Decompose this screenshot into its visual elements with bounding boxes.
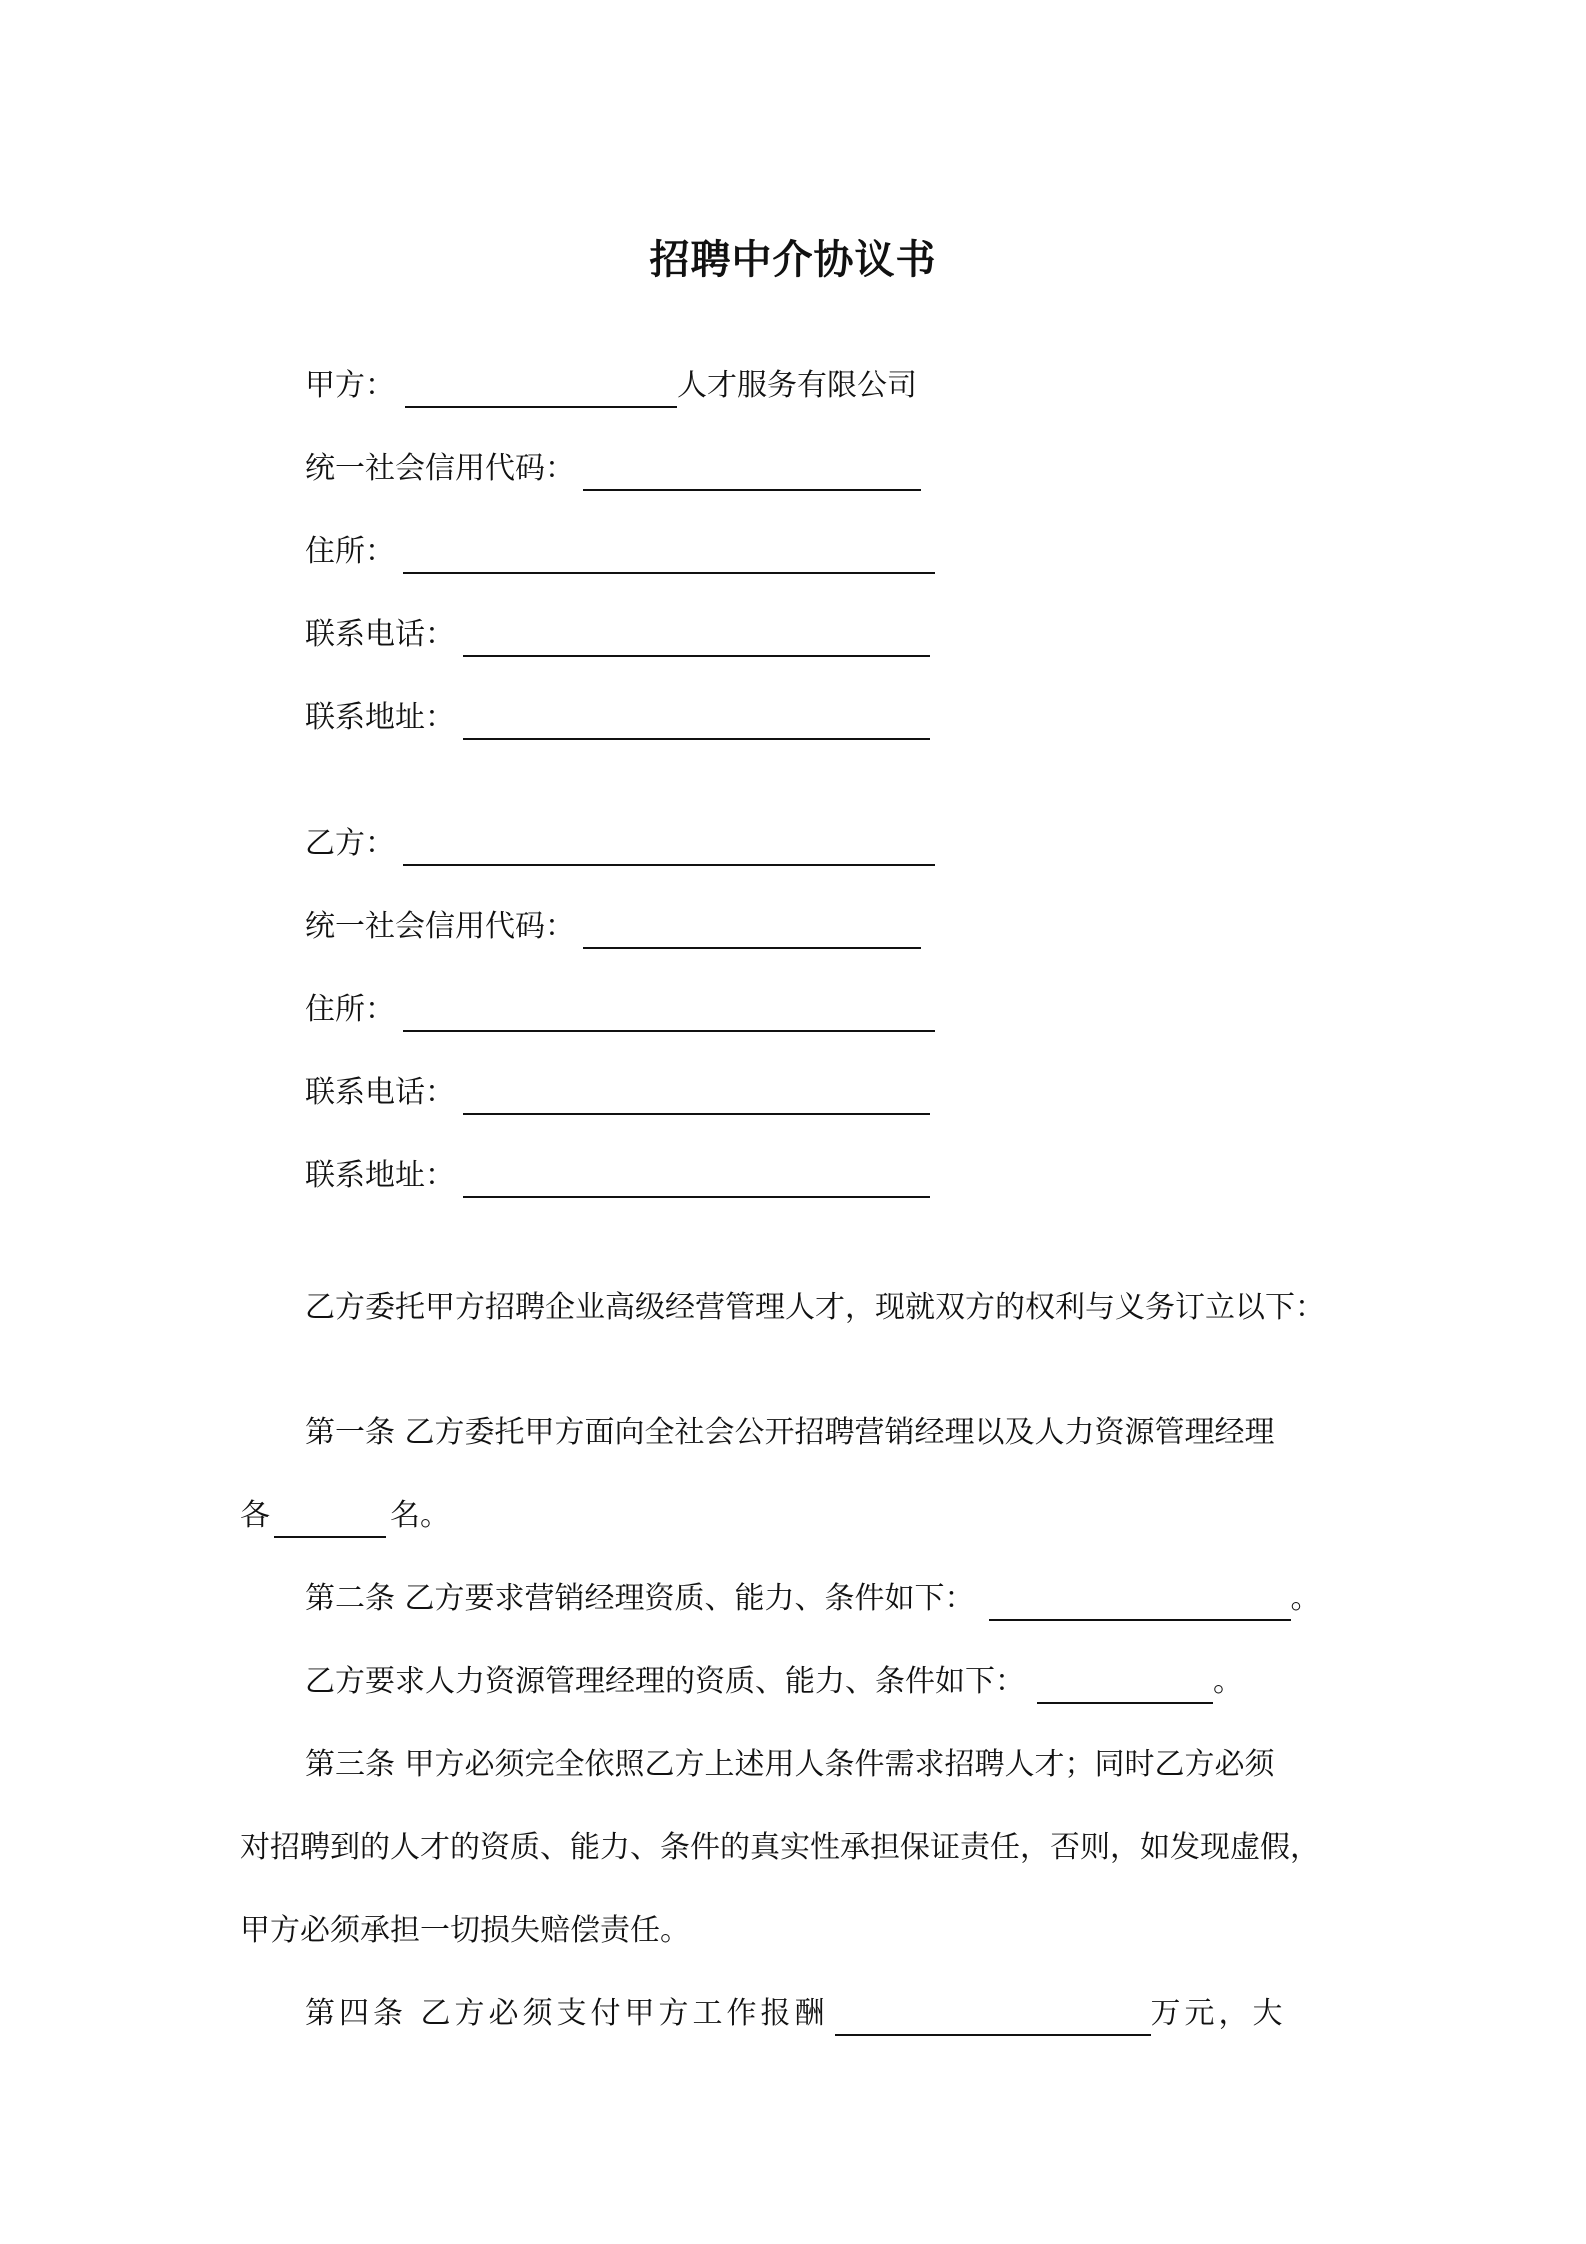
article4-line1-prefix: 第四条 乙方必须支付甲方工作报酬: [305, 1996, 829, 2031]
party-a-domicile-row: [305, 530, 935, 574]
article3-line3: 甲方必须承担一切损失赔偿责任。: [240, 1913, 690, 1948]
party-b-name-row: [305, 822, 935, 866]
article1-line2: [240, 1494, 450, 1538]
document-title: 招聘中介协议书: [649, 237, 937, 283]
article2-line2: [305, 1660, 1243, 1704]
article1-line1: 第一条 乙方委托甲方面向全社会公开招聘营销经理以及人力资源管理经理: [305, 1415, 1275, 1450]
article1-count-blank[interactable]: [274, 1502, 386, 1538]
party-a-suffix: 人才服务有限公司: [677, 368, 917, 403]
intro-paragraph: 乙方委托甲方招聘企业高级经营管理人才，现就双方的权利与义务订立以下：: [305, 1290, 1325, 1325]
party-a-name-blank[interactable]: [405, 372, 677, 408]
party-b-phone-row: [305, 1071, 930, 1115]
party-b-name-blank[interactable]: [403, 830, 935, 866]
party-b-domicile-label: 住所：: [305, 992, 395, 1027]
article2-marketing-blank[interactable]: [989, 1585, 1291, 1621]
party-b-credit-code-row: [305, 905, 921, 949]
article4-fee-blank[interactable]: [835, 2000, 1151, 2036]
article1-line2-prefix: 各: [240, 1498, 270, 1533]
party-a-address-label: 联系地址：: [305, 700, 455, 735]
party-a-credit-code-blank[interactable]: [583, 455, 921, 491]
party-a-credit-code-row: [305, 447, 921, 491]
party-a-phone-label: 联系电话：: [305, 617, 455, 652]
article3-line2: 对招聘到的人才的资质、能力、条件的真实性承担保证责任，否则，如发现虚假，: [240, 1830, 1320, 1865]
article4-line1: [305, 1992, 1287, 2036]
party-b-credit-code-blank[interactable]: [583, 913, 921, 949]
party-a-domicile-blank[interactable]: [403, 538, 935, 574]
party-b-credit-code-label: 统一社会信用代码：: [305, 909, 575, 944]
party-a-label: 甲方：: [305, 368, 395, 403]
party-a-domicile-label: 住所：: [305, 534, 395, 569]
party-b-domicile-row: [305, 988, 935, 1032]
party-a-address-row: [305, 696, 930, 740]
party-b-phone-label: 联系电话：: [305, 1075, 455, 1110]
article2-line2-prefix: 乙方要求人力资源管理经理的资质、能力、条件如下：: [305, 1664, 1025, 1699]
party-a-phone-blank[interactable]: [463, 621, 930, 657]
article2-line1: [305, 1577, 1321, 1621]
article2-hr-blank[interactable]: [1037, 1668, 1213, 1704]
article3-line1: 第三条 甲方必须完全依照乙方上述用人条件需求招聘人才；同时乙方必须: [305, 1747, 1275, 1782]
article1-line2-suffix: 名。: [390, 1498, 450, 1533]
party-a-address-blank[interactable]: [463, 704, 930, 740]
party-a-phone-row: [305, 613, 930, 657]
party-b-address-blank[interactable]: [463, 1162, 930, 1198]
article2-line1-prefix: 第二条 乙方要求营销经理资质、能力、条件如下：: [305, 1581, 975, 1616]
party-b-phone-blank[interactable]: [463, 1079, 930, 1115]
party-b-label: 乙方：: [305, 826, 395, 861]
article2-line2-suffix: 。: [1213, 1664, 1243, 1699]
party-b-address-label: 联系地址：: [305, 1158, 455, 1193]
party-b-address-row: [305, 1154, 930, 1198]
party-a-name-row: [305, 364, 917, 408]
party-b-domicile-blank[interactable]: [403, 996, 935, 1032]
party-a-credit-code-label: 统一社会信用代码：: [305, 451, 575, 486]
article2-line1-suffix: 。: [1290, 1581, 1321, 1616]
article4-line1-suffix: 万元，大: [1150, 1996, 1287, 2031]
